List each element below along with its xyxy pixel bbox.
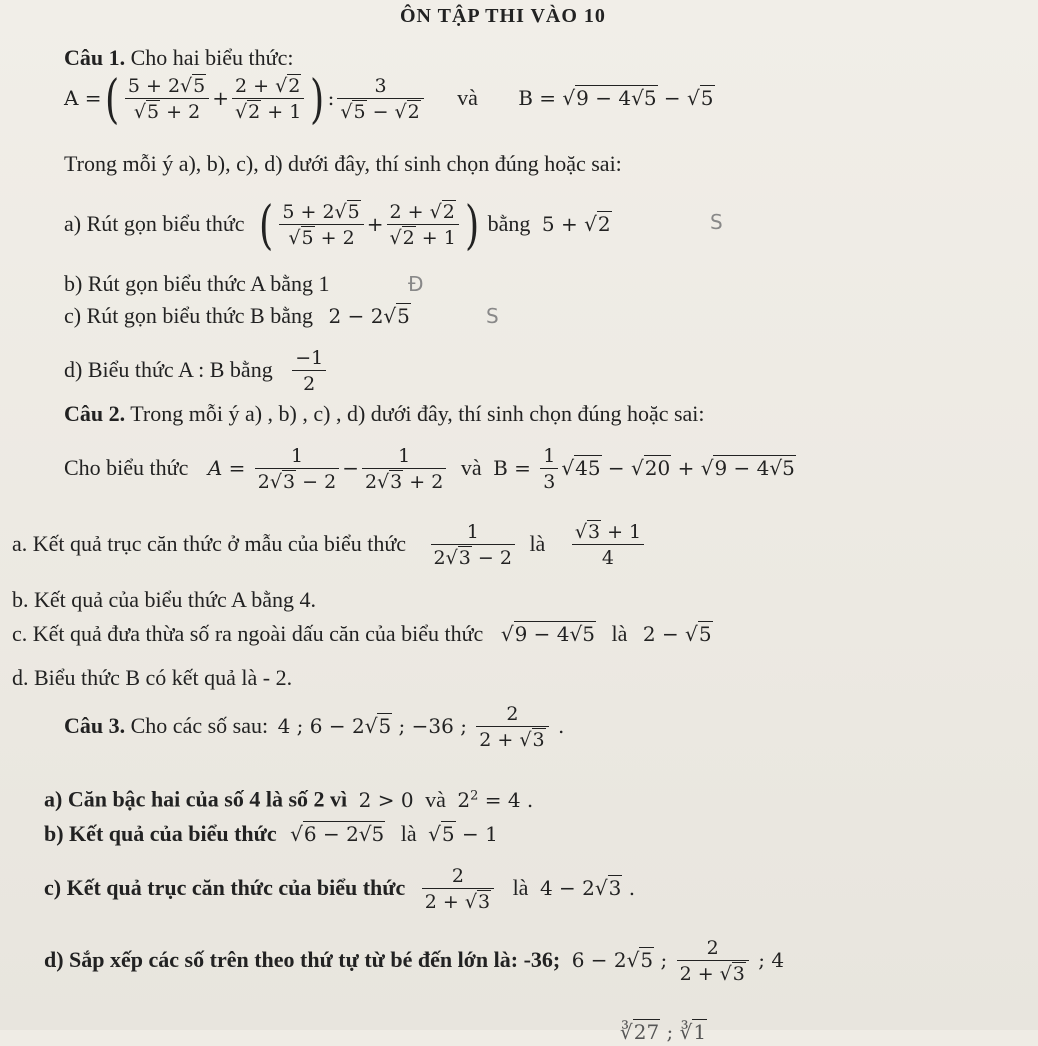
q3-item-b: b) Kết quả của biểu thức √6 − 2√5 là √5 − 1 [44,821,498,846]
q3-item-a: a) Căn bậc hai của số 4 là số 2 vì 2 > 0 và $2^2 = 4$ . [44,786,534,812]
handwritten-mark-s2: S [486,304,499,328]
q3-b-text: b) Kết quả của biểu thức [44,821,277,846]
q2-item-d: d. Biểu thức B có kết quả là - 2. [12,665,293,690]
q1-a-tail: bằng [487,211,531,236]
q1-item-d: d) Biểu thức A : B bằng $\frac{-1}{2}$ [64,342,329,398]
q1-item-b: b) Rút gọn biểu thức A bằng 1 [64,271,330,296]
q1-item-c: c) Rút gọn biểu thức B bằng 2 − 2√5 [64,303,410,328]
q3-intro: Cho các số sau: [130,713,269,738]
cutoff-formula: ∛27 ; ∛1 [620,1020,707,1044]
q2-item-c: c. Kết quả đưa thừa số ra ngoài dấu căn của biểu thức √9 − 4√5 là 2 − √5 [12,621,712,646]
q3-a-text: a) Căn bậc hai của số 4 là số 2 vì [44,786,348,812]
q3-a-and: và [425,786,446,812]
q1-d-text: d) Biểu thức A : B bằng [64,357,273,382]
q2-item-b: b. Kết quả của biểu thức A bằng 4. [12,587,316,612]
q1-and: và [457,85,478,110]
q2-item-a: a. Kết quả trục căn thức ở mẫu của biểu thức $\frac{1}{2√3 - 2}$ là $\frac{√3 + 1}{4}$ [12,516,647,572]
page-title: ÔN TẬP THI VÀO 10 [400,5,606,27]
q3-c-is: là [512,875,529,900]
q1-intro: Cho hai biểu thức: [130,45,294,70]
q1-a-text: a) Rút gọn biểu thức [64,211,245,236]
q3-intro-line: Câu 3. Cho các số sau: 4 ; 6 − 2√5 ; −36 ; $\frac{2}{2 + √3}$ . [64,703,565,751]
q1-formula-line: A =( $\frac{5 + 2√5}{√5 + 2}$ + $\frac{2 + √2}{√2 + 1}$ ) : $\frac{3}{√5 - √2}$ và B = √9 − 4√5 − √5 [64,69,714,130]
handwritten-mark-s1: S [710,210,723,234]
q1-head: Câu 1. [64,45,126,70]
q2-given: Cho biểu thức [64,455,189,480]
q3-item-d: d) Sắp xếp các số trên theo thứ tự từ bé đến lớn là: -36; 6 − 2√5 ; $\frac{2}{2 + √3}$ ; 4 [44,937,785,985]
q1-item-a: a) Rút gọn biểu thức ( $\frac{5 + 2√5}{√5 + 2}$ + $\frac{2 + √2}{√2 + 1}$ ) bằng 5 + √2 [64,195,611,256]
q1-instruction: Trong mỗi ý a), b), c), d) dưới đây, thí sinh chọn đúng hoặc sai: [64,151,622,176]
q2-and: và [460,455,482,480]
q2-a-text: a. Kết quả trục căn thức ở mẫu của biểu thức [12,531,407,556]
q2-head: Câu 2. [64,401,126,426]
q1-c-text: c) Rút gọn biểu thức B bằng [64,303,313,328]
q3-item-c: c) Kết quả trục căn thức của biểu thức $\frac{2}{2 + √3}$ là 4 − 2√3 . [44,865,636,913]
q3-b-is: là [400,821,417,846]
q1-intro-line [64,44,293,72]
q3-c-text: c) Kết quả trục căn thức của biểu thức [44,875,406,900]
q3-d-text: d) Sắp xếp các số trên theo thứ tự từ bé đến lớn là: -36; [44,947,561,972]
q2-c-is: là [611,621,628,646]
q2-a-is: là [529,531,546,556]
q2-c-text: c. Kết quả đưa thừa số ra ngoài dấu căn của biểu thức [12,621,484,646]
q3-head: Câu 3. [64,713,126,738]
q2-given-line: Cho biểu thức A = $\frac{1}{2√3 - 2}$ − $\frac{1}{2√3 + 2}$ và B = $\frac{1}{3}$ √45 − √20 + √9 − 4√5 [64,445,795,493]
q2-intro: Trong mỗi ý a) , b) , c) , d) dưới đây, thí sinh chọn đúng hoặc sai: [130,401,705,426]
handwritten-mark-d1: Đ [408,272,424,296]
q2-intro-line [64,400,705,428]
